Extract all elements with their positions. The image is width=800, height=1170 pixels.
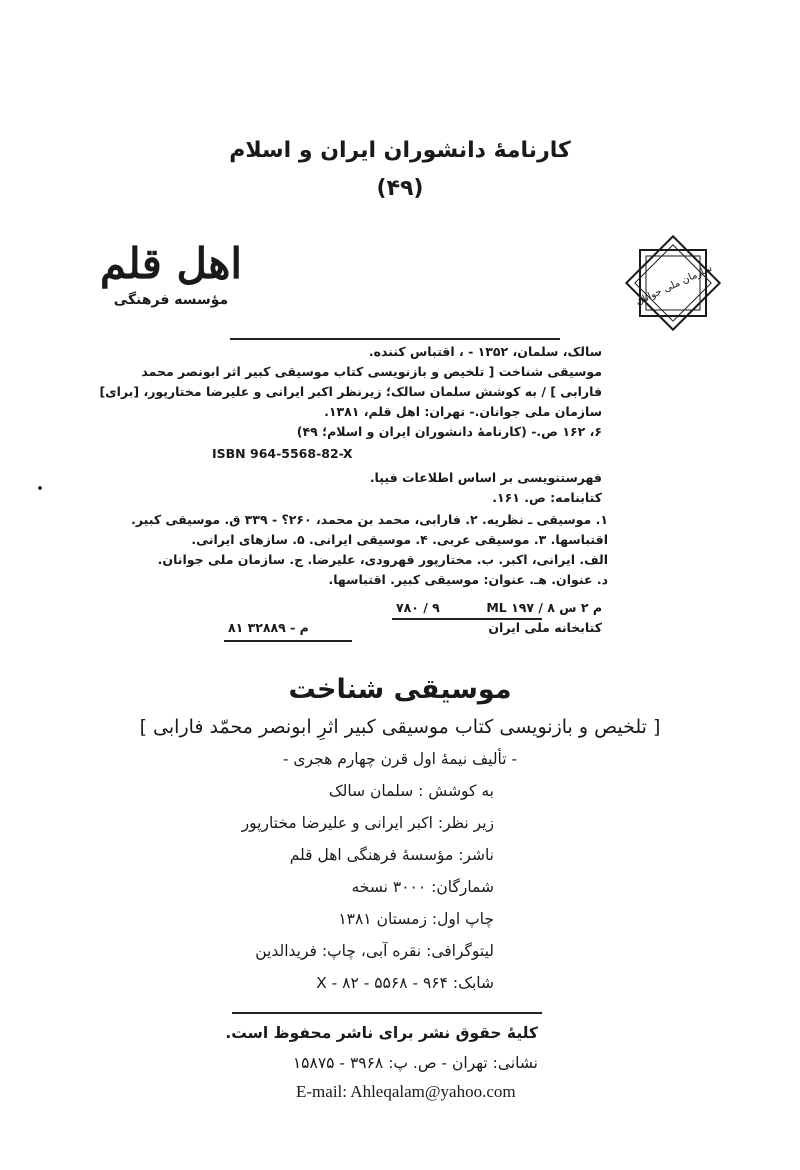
cat-subject: ۱. موسیقی ـ نظریه. ۲. فارابی، محمد بن محمد، ۲۶۰؟ - ۳۳۹ ق. موسیقی کبیر. bbox=[131, 512, 608, 527]
detail-line: شابک: X - ۸۲ - ۵۵۶۸ - ۹۶۴ bbox=[316, 974, 494, 992]
cat-note: کتابنامه: ص. ۱۶۱. bbox=[492, 490, 602, 505]
library-number: ۸۱ م - ۳۲۸۸۹ bbox=[228, 620, 309, 635]
cat-line: فارابی ] / به کوشش سلمان سالک؛ زیرنظر اکبر ایرانی و علیرضا مختارپور، [برای] bbox=[99, 384, 602, 399]
series-number: (۴۹) bbox=[376, 176, 424, 201]
classification-number: ML ۱۹۷ / ۸ م ۲ س bbox=[486, 600, 602, 615]
cat-subject: الف. ایرانی، اکبر. ب. مختارپور قهرودی، علیرضا. ج. سازمان ملی جوانان. bbox=[157, 552, 608, 567]
cat-subject: د. عنوان. هـ. عنوان: موسیقی کبیر. اقتباسها. bbox=[328, 572, 608, 587]
cataloging-top-rule bbox=[230, 338, 560, 340]
publisher-email: E-mail: Ahleqalam@yahoo.com bbox=[296, 1082, 516, 1101]
detail-line: به کوشش : سلمان سالک bbox=[328, 782, 494, 800]
detail-line: شمارگان: ۳۰۰۰ نسخه bbox=[351, 878, 494, 896]
seal-icon bbox=[618, 228, 728, 338]
publisher-logo-text: اهل قلم bbox=[99, 239, 243, 288]
cat-line: سازمان ملی جوانان.- تهران: اهل قلم، ۱۳۸۱. bbox=[324, 404, 602, 419]
dewey-number: ۷۸۰ / ۹ bbox=[396, 600, 440, 615]
detail-line: زیر نظر: اکبر ایرانی و علیرضا مختارپور bbox=[241, 814, 494, 832]
publisher-logo-caption: مؤسسه فرهنگی bbox=[113, 292, 229, 308]
publisher-logo bbox=[96, 228, 246, 328]
detail-line: لیتوگرافی: نقره آبی، چاپ: فریدالدین bbox=[255, 942, 494, 960]
cat-line: ۶، ۱۶۲ ص.- (کارنامۀ دانشوران ایران و اسلام؛ ۴۹) bbox=[296, 424, 602, 439]
detail-line: چاپ اول: زمستان ۱۳۸۱ bbox=[338, 910, 494, 928]
copyright-notice: کلیۀ حقوق نشر برای ناشر محفوظ است. bbox=[225, 1024, 538, 1042]
cat-line: سالک، سلمان، ۱۳۵۲ - ، اقتباس کننده. bbox=[368, 344, 602, 359]
seal-text: سازمان ملی جوانان bbox=[634, 262, 714, 308]
publisher-address: نشانی: تهران - ص. پ: ۳۹۶۸ - ۱۵۸۷۵ bbox=[292, 1054, 538, 1072]
book-title: موسیقی شناخت bbox=[288, 674, 512, 705]
national-library: کتابخانه ملی ایران bbox=[488, 620, 602, 635]
detail-line: - تألیف نیمۀ اول قرن چهارم هجری - bbox=[282, 750, 518, 768]
youth-organization-seal bbox=[618, 228, 728, 338]
isbn: ISBN 964-5568-82-X bbox=[212, 446, 353, 461]
book-subtitle: [ تلخیص و بازنویسی کتاب موسیقی کبیر اثرِ ابونصر محمّد فارابی ] bbox=[139, 716, 661, 738]
publisher-logo-mark bbox=[96, 228, 246, 298]
paper-speck bbox=[38, 486, 42, 490]
cat-subject: اقتباسها. ۳. موسیقی عربی. ۴. موسیقی ایرانی. ۵. سازهای ایرانی. bbox=[191, 532, 608, 547]
series-title: کارنامۀ دانشوران ایران و اسلام bbox=[229, 138, 571, 163]
library-number-rule bbox=[224, 640, 352, 642]
cat-note: فهرستنویسی بر اساس اطلاعات فیپا. bbox=[369, 470, 602, 485]
footer-rule bbox=[232, 1012, 542, 1014]
detail-line: ناشر: مؤسسۀ فرهنگی اهل قلم bbox=[289, 846, 494, 864]
cat-line: موسیقی شناخت [ تلخیص و بازنویسی کتاب موسیقی کبیر اثر ابونصر محمد bbox=[141, 364, 602, 379]
